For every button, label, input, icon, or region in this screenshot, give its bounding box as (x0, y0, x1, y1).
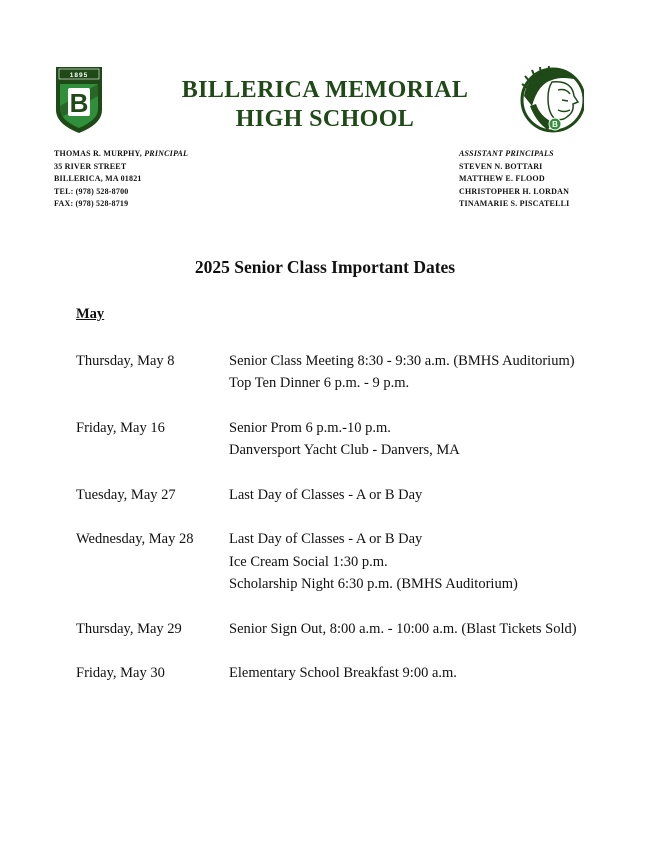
event-details (229, 484, 636, 506)
event-entry (76, 417, 636, 462)
event-line: Last Day of Classes - A or B Day (229, 531, 423, 548)
assistant-principal-name: MATTHEW E. FLOOD (459, 174, 545, 183)
telephone: TEL: (978) 528-8700 (54, 186, 129, 196)
event-entry (76, 350, 636, 395)
assistant-principal-name: STEVEN N. BOTTARI (459, 161, 543, 171)
crest-letter: B (69, 88, 89, 118)
event-date: Friday, May 16 (76, 419, 165, 436)
event-details (229, 350, 636, 395)
principal-line (54, 148, 188, 161)
mascot-logo (518, 66, 584, 134)
event-line: Last Day of Classes - A or B Day (229, 486, 423, 503)
school-crest-logo (55, 66, 103, 134)
crest-year: 1895 (69, 72, 89, 79)
principal-contact-block (54, 148, 188, 211)
event-line: Danversport Yacht Club - Danvers, MA (229, 442, 460, 459)
principal-name: THOMAS R. MURPHY, (54, 149, 145, 158)
assistant-principal-name: CHRISTOPHER H. LORDAN (459, 186, 570, 196)
street-address: 35 RIVER STREET (54, 161, 127, 171)
event-line: Scholarship Night 6:30 p.m. (BMHS Auditorium) (229, 575, 518, 592)
event-line: Senior Class Meeting 8:30 - 9:30 a.m. (BMHS Auditorium) (229, 353, 575, 369)
event-entry (76, 484, 636, 506)
event-date: Thursday, May 29 (76, 620, 182, 637)
event-line: Senior Prom 6 p.m.-10 p.m. (229, 419, 391, 436)
document-title: 2025 Senior Class Important Dates (194, 257, 456, 277)
event-entry (76, 618, 636, 640)
event-entry (76, 662, 636, 684)
assistant-principals-block (459, 148, 569, 211)
event-details (229, 528, 636, 595)
event-details (229, 618, 636, 640)
event-details (229, 417, 636, 462)
event-date: Friday, May 30 (76, 665, 165, 682)
event-date: Wednesday, May 28 (76, 531, 194, 548)
mascot-letter: B (552, 120, 558, 129)
event-line: Top Ten Dinner 6 p.m. - 9 p.m. (229, 375, 410, 392)
school-name-line2: HIGH SCHOOL (235, 106, 415, 132)
month-heading: May (76, 306, 105, 322)
assistant-principals-heading: ASSISTANT PRINCIPALS (459, 149, 554, 158)
event-list (76, 350, 636, 707)
event-date: Tuesday, May 27 (76, 486, 176, 503)
fax: FAX: (978) 528-8719 (54, 199, 129, 208)
principal-title: PRINCIPAL (144, 149, 189, 158)
event-details (229, 662, 636, 684)
event-line: Senior Sign Out, 8:00 a.m. - 10:00 a.m. (Blast Tickets Sold) (229, 620, 577, 637)
assistant-principal-name: TINAMARIE S. PISCATELLI (459, 199, 570, 208)
school-name-line1: BILLERICA MEMORIAL (181, 77, 469, 103)
event-entry (76, 528, 636, 595)
event-line: Ice Cream Social 1:30 p.m. (229, 553, 388, 570)
city-address: BILLERICA, MA 01821 (54, 174, 142, 183)
event-line: Elementary School Breakfast 9:00 a.m. (229, 665, 457, 682)
event-date: Thursday, May 8 (76, 353, 175, 369)
school-name (130, 76, 520, 134)
